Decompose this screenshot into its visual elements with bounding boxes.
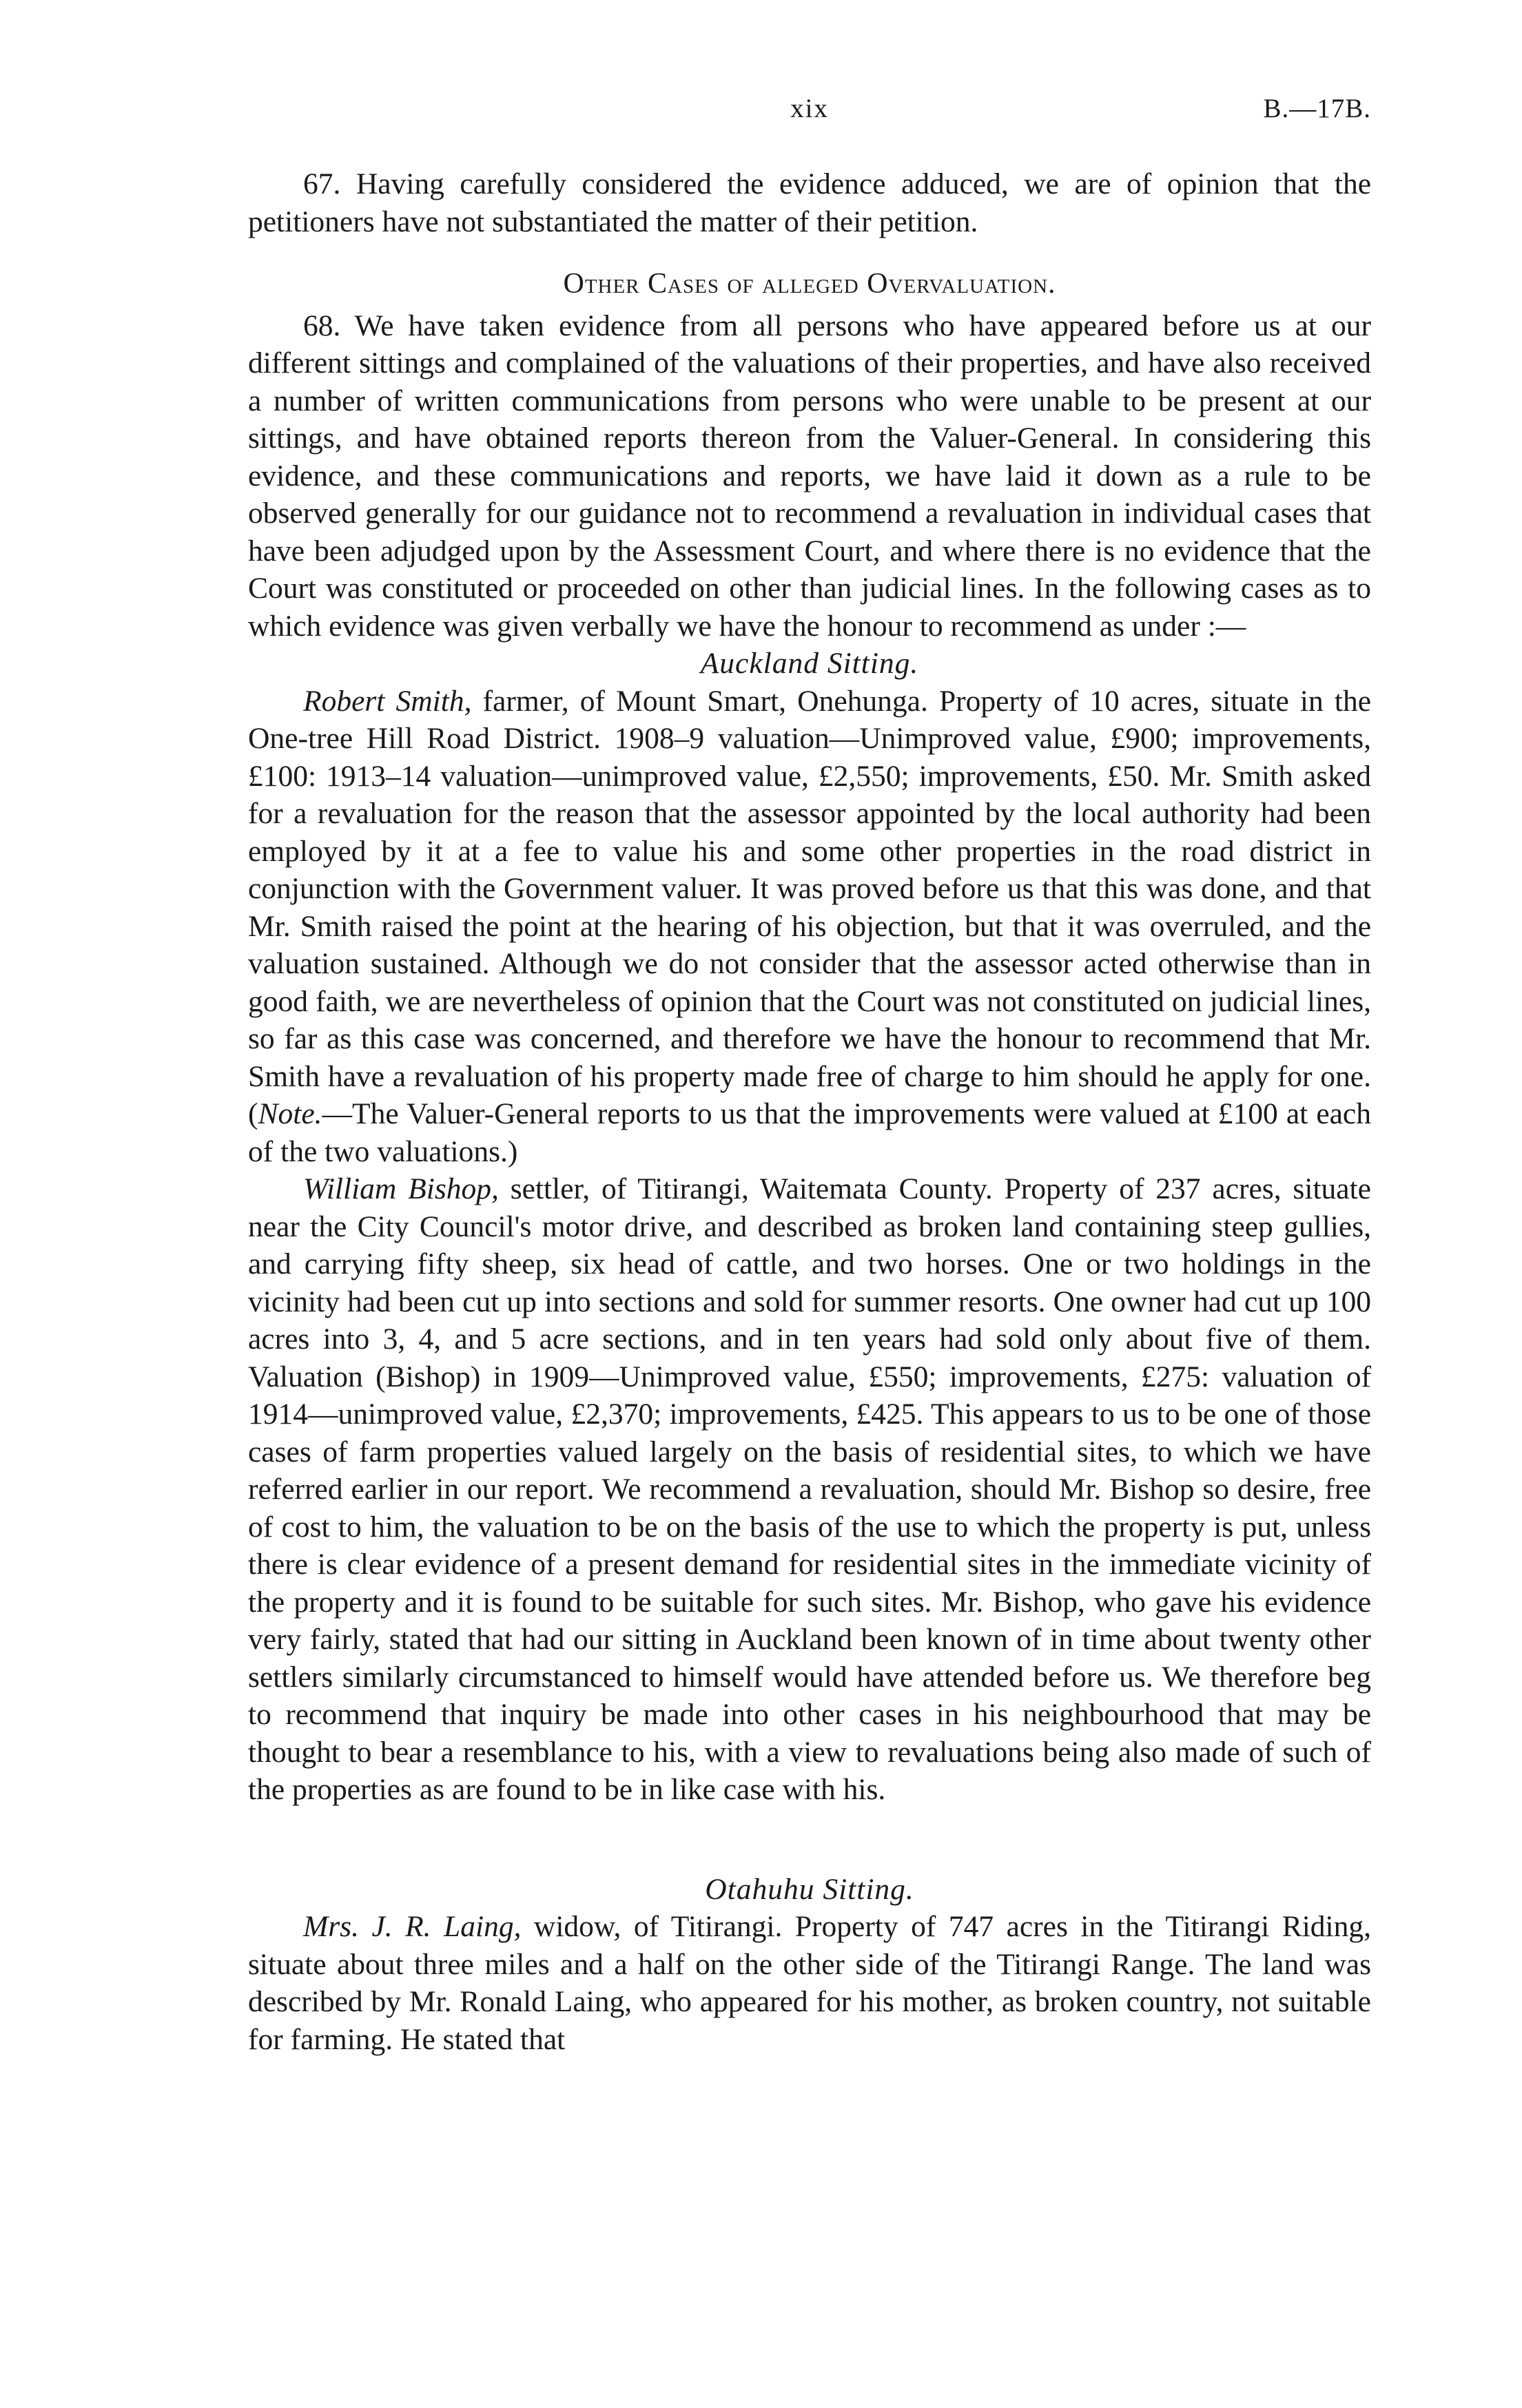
otahuhu-sitting-heading: Otahuhu Sitting. [705, 1872, 914, 1906]
robert-smith-text-a: farmer, of Mount Smart, Onehunga. Property of 10 acres, situate in the One-tree Hill Road District. 1908–9 valuation—Unimproved value, £900; improvements, £100: 1913–14 valuation—unimproved value, £2,550; improvements, £50. Mr. Smith asked for a revaluation for the reason that the assessor appointed by the local authority had been employed by it at a fee to value his and some other properties in the road district in conjunction with the Government valuer. It was proved before us that this was done, and that Mr. Smith raised the point at the hearing of his objection, but that it was overruled, and the valuation sustained. Although we do not consider that the assessor acted otherwise than in good faith, we are nevertheless of opinion that the Court was not constituted on judicial lines, so far as this case was concerned, and therefore we have the honour to recommend that Mr. Smith have a revaluation of his property made free of charge to him should he apply for one. ( [248, 684, 1371, 1130]
robert-smith-paragraph [248, 683, 1371, 1171]
page-header [248, 93, 1371, 134]
auckland-sitting-heading: Auckland Sitting. [700, 647, 919, 680]
body-text [248, 165, 1371, 2058]
mrs-laing-name: Mrs. J. R. Laing, [303, 1910, 522, 1943]
robert-smith-name: Robert Smith, [303, 684, 472, 718]
mrs-laing-paragraph [248, 1908, 1371, 2058]
paragraph-68: 68. We have taken evidence from all persons who have appeared before us at our different sittings and complained of the valuations of their properties, and have also received a number of written communications from persons who were unable to be present at our sittings, and have obtained reports thereon from the Valuer-General. In considering this evidence, and these communications and reports, we have laid it down as a rule to be observed generally for our guidance not to recommend a revaluation in individual cases that have been adjudged upon by the Assessment Court, and where there is no evidence that the Court was constituted or proceeded on other than judicial lines. In the following cases as to which evidence was given verbally we have the honour to recommend as under :— [248, 309, 1371, 643]
robert-smith-text-b: —The Valuer-General reports to us that the improvements were valued at £100 at each of the two valuations.) [248, 1097, 1371, 1168]
william-bishop-name: William Bishop, [303, 1172, 499, 1205]
document-code: B.—17B. [1263, 94, 1371, 123]
william-bishop-text: settler, of Titirangi, Waitemata County. Property of 237 acres, situate near the City Council's motor drive, and described as broken land containing steep gullies, and carrying fifty sheep, six head of cattle, and two horses. One or two holdings in the vicinity had been cut up into sections and sold for summer resorts. One owner had cut up 100 acres into 3, 4, and 5 acre sections, and in ten years had sold only about five of them. Valuation (Bishop) in 1909—Unimproved value, £550; improvements, £275: valuation of 1914—unimproved value, £2,370; improvements, £425. This appears to us to be one of those cases of farm properties valued largely on the basis of residential sites, to which we have referred earlier in our report. We recommend a revaluation, should Mr. Bishop so desire, free of cost to him, the valuation to be on the basis of the use to which the property is put, unless there is clear evidence of a present demand for residential sites in the immediate vicinity of the property and it is found to be suitable for such sites. Mr. Bishop, who gave his evidence very fairly, stated that had our sitting in Auckland been known of in time about twenty other settlers similarly circumstanced to himself would have attended before us. We therefore beg to recommend that inquiry be made into other cases in his neighbourhood that may be thought to bear a resemblance to his, with a view to revaluations being also made of such of the properties as are found to be in like case with his. [248, 1172, 1371, 1806]
page-number: xix [790, 94, 829, 123]
note-label: Note. [258, 1097, 322, 1130]
section-heading: Other Cases of alleged Overvaluation. [563, 268, 1056, 300]
mrs-laing-text: widow, of Titirangi. Property of 747 acres in the Titirangi Riding, situate about three miles and a half on the other side of the Titirangi Range. The land was described by Mr. Ronald Laing, who appeared for his mother, as broken country, not suitable for farming. He stated that [248, 1910, 1372, 2056]
william-bishop-paragraph [248, 1170, 1371, 1809]
paragraph-67: 67. Having carefully considered the evidence adduced, we are of opinion that the petitioners have not substantiated the matter of their petition. [248, 167, 1371, 238]
